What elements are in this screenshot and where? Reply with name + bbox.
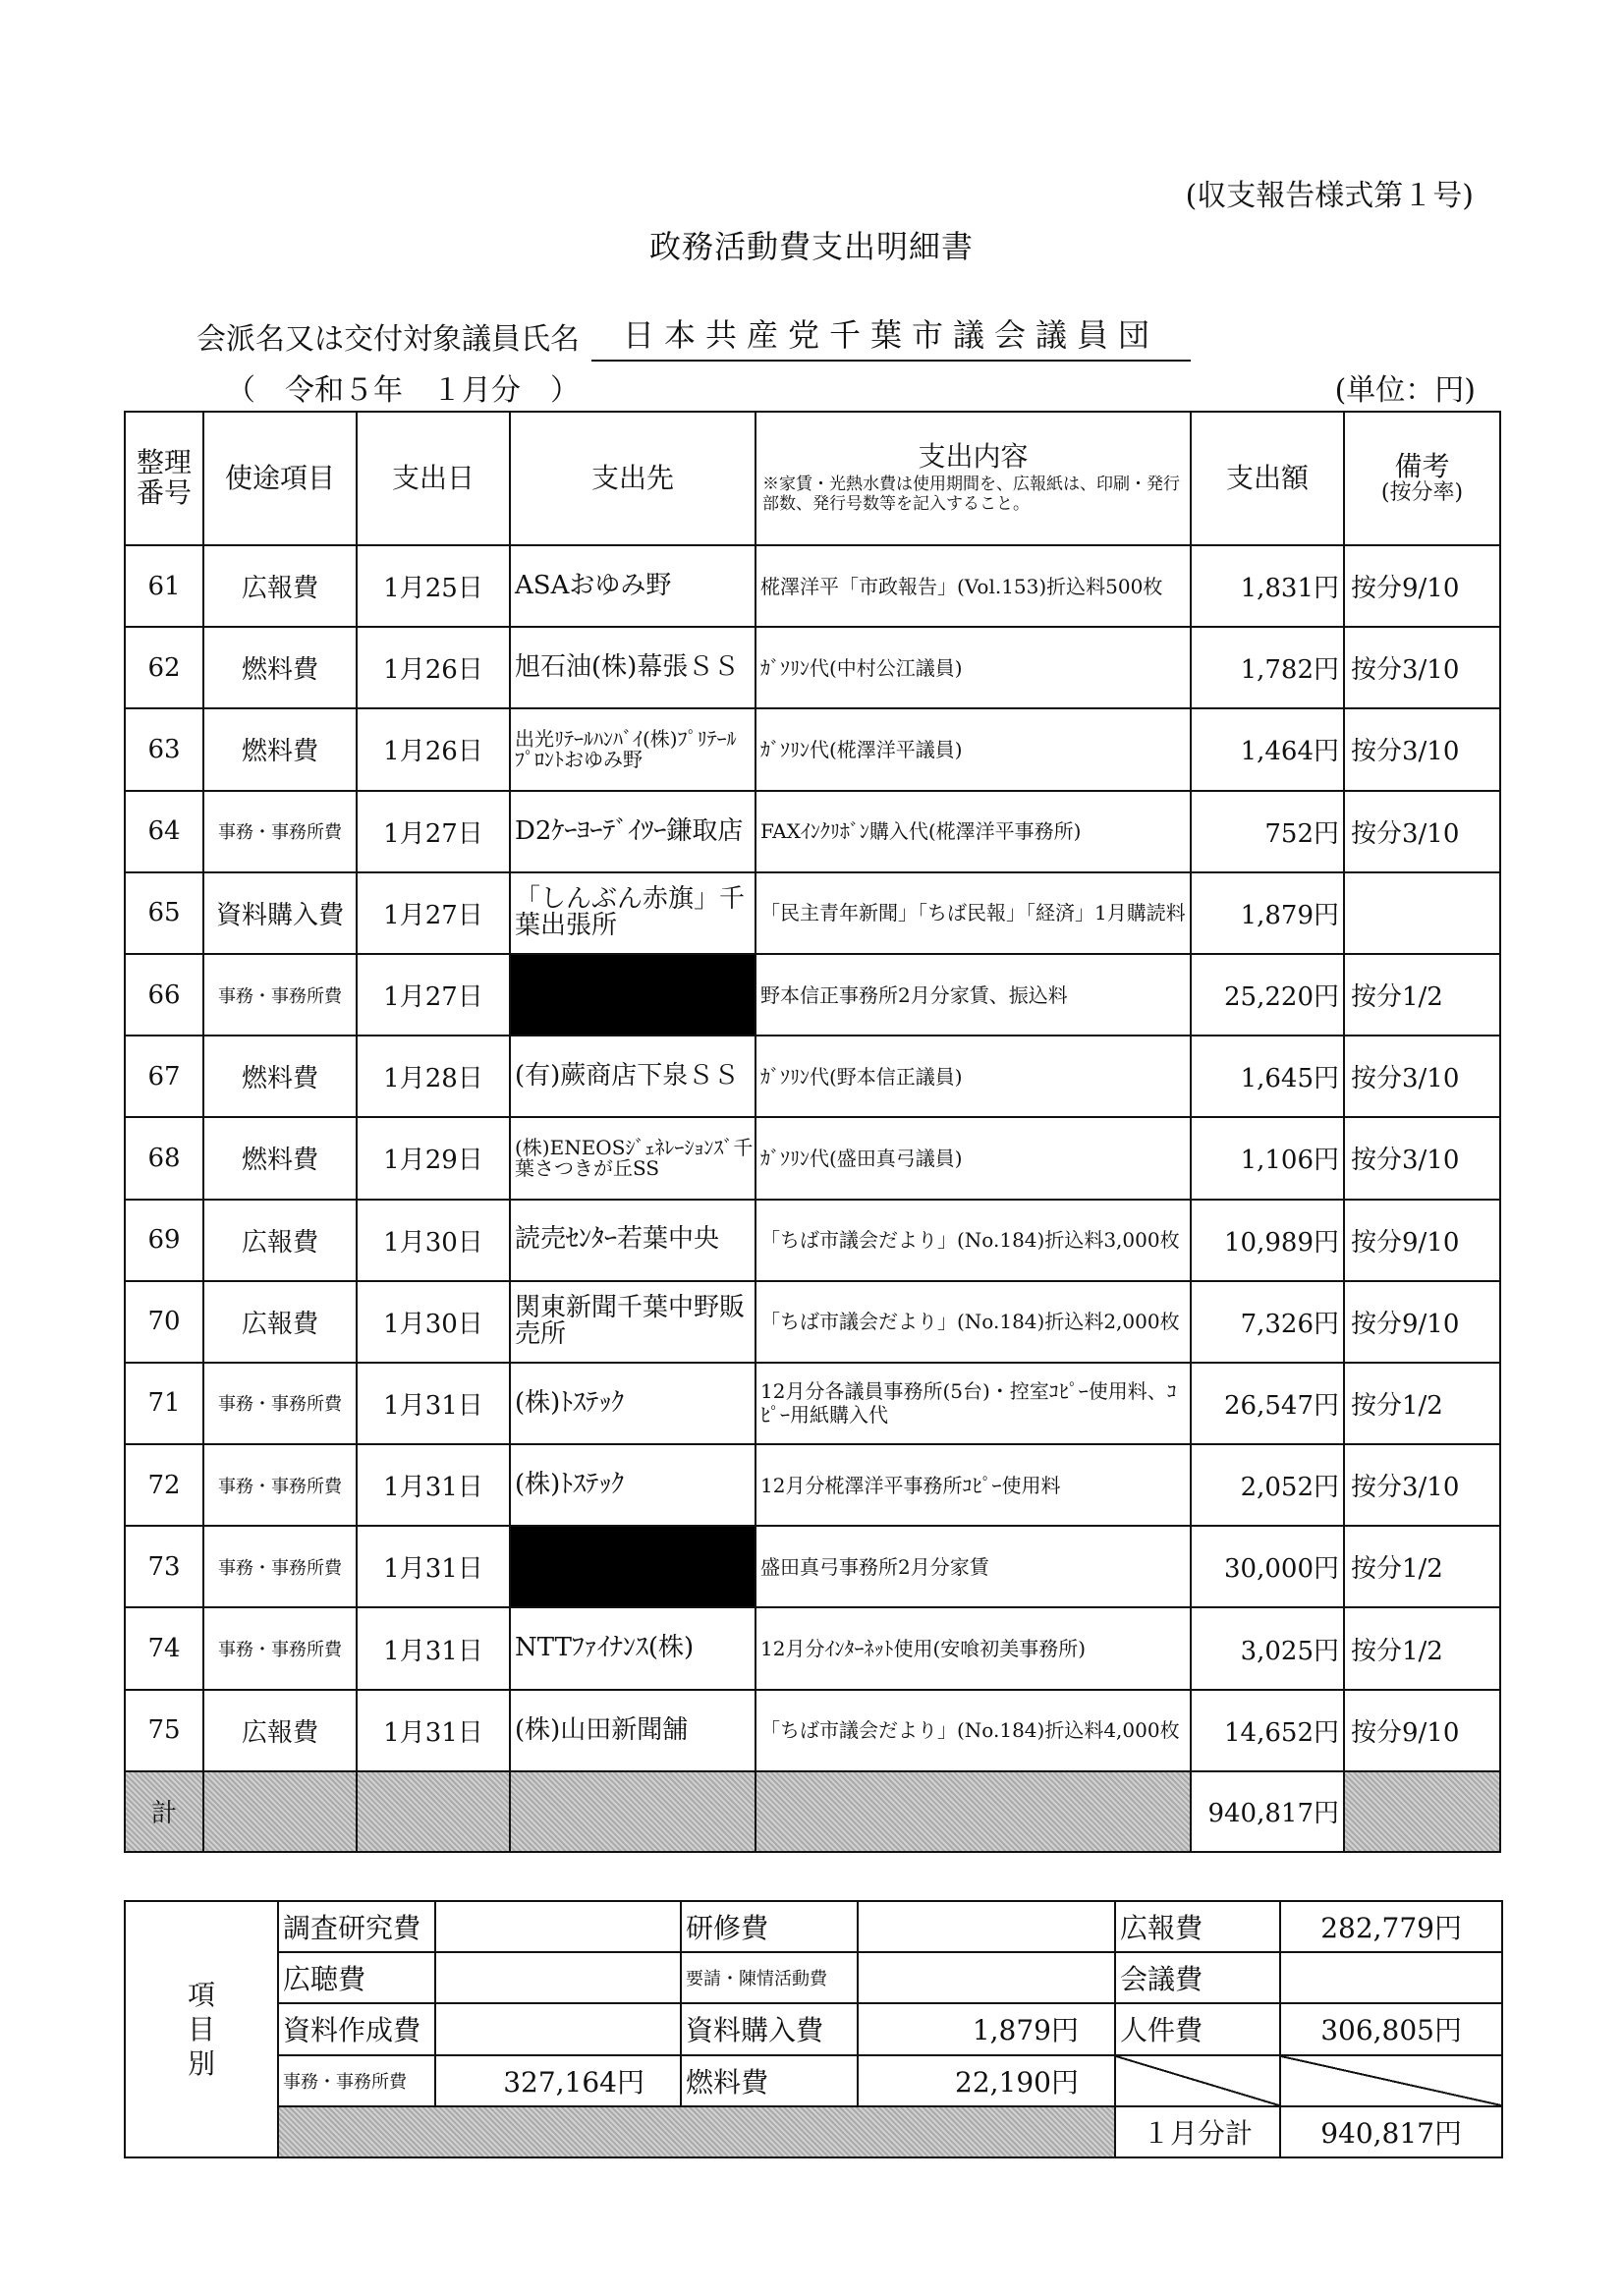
row-payee: 旭石油(株)幕張ＳＳ xyxy=(510,627,756,708)
row-content: 12月分ｲﾝﾀｰﾈｯﾄ使用(安喰初美事務所) xyxy=(756,1607,1191,1689)
period: （ 令和５年 １月分 ） xyxy=(226,373,580,408)
row-payee: D2ｹｰﾖｰﾃﾞｲﾂｰ鎌取店 xyxy=(510,791,756,872)
summary-row xyxy=(125,2003,1502,2054)
row-payee: (株)ﾄｽﾃｯｸ xyxy=(510,1363,756,1444)
row-amount: 1,106円 xyxy=(1191,1117,1344,1199)
row-date: 1月31日 xyxy=(357,1363,510,1444)
row-number: 65 xyxy=(125,872,203,954)
row-date: 1月27日 xyxy=(357,791,510,872)
row-number: 71 xyxy=(125,1363,203,1444)
row-payee: (株)ENEOSｼﾞｪﾈﾚｰｼｮﾝｽﾞ千葉さつきが丘SS xyxy=(510,1117,756,1199)
row-content: 「民主青年新聞」「ちば民報」「経済」1月購読料 xyxy=(756,872,1191,954)
redacted-payee xyxy=(510,954,756,1036)
row-category: 事務・事務所費 xyxy=(203,1363,357,1444)
row-amount: 1,782円 xyxy=(1191,627,1344,708)
research-value xyxy=(435,1901,681,1952)
personnel-value: 306,805円 xyxy=(1280,2003,1502,2054)
row-category: 燃料費 xyxy=(203,1036,357,1117)
col-header-no: 整理番号 xyxy=(125,412,203,545)
row-payee: 「しんぶん赤旗」千葉出張所 xyxy=(510,872,756,954)
row-payee: 関東新聞千葉中野販売所 xyxy=(510,1281,756,1363)
table-row xyxy=(125,1200,1500,1281)
row-amount: 30,000円 xyxy=(1191,1526,1344,1607)
row-category: 事務・事務所費 xyxy=(203,1444,357,1526)
pr-label: 広報費 xyxy=(1115,1901,1280,1952)
month-total-value: 940,817円 xyxy=(1280,2106,1502,2157)
row-date: 1月27日 xyxy=(357,954,510,1036)
shaded-cell xyxy=(278,2106,1115,2157)
row-content: FAXｲﾝｸﾘﾎﾞﾝ購入代(椛澤洋平事務所) xyxy=(756,791,1191,872)
training-value xyxy=(858,1901,1115,1952)
row-content: ｶﾞｿﾘﾝ代(野本信正議員) xyxy=(756,1036,1191,1117)
row-amount: 752円 xyxy=(1191,791,1344,872)
materials-making-value xyxy=(435,2003,681,2054)
row-content: 12月分椛澤洋平事務所ｺﾋﾟｰ使用料 xyxy=(756,1444,1191,1526)
row-number: 74 xyxy=(125,1607,203,1689)
summary-row xyxy=(125,2055,1502,2106)
row-amount: 7,326円 xyxy=(1191,1281,1344,1363)
col-header-category: 使途項目 xyxy=(203,412,357,545)
row-number: 69 xyxy=(125,1200,203,1281)
shaded-cell xyxy=(756,1771,1191,1852)
table-row xyxy=(125,1526,1500,1607)
row-amount: 1,879円 xyxy=(1191,872,1344,954)
row-payee: ASAおゆみ野 xyxy=(510,545,756,627)
row-number: 64 xyxy=(125,791,203,872)
row-remarks: 按分3/10 xyxy=(1344,627,1500,708)
row-content: 12月分各議員事務所(5台)・控室ｺﾋﾟｰ使用料、ｺﾋﾟｰ用紙購入代 xyxy=(756,1363,1191,1444)
row-date: 1月27日 xyxy=(357,872,510,954)
row-remarks: 按分1/2 xyxy=(1344,954,1500,1036)
row-date: 1月26日 xyxy=(357,627,510,708)
form-number: (収支報告様式第１号) xyxy=(1185,179,1474,213)
row-remarks: 按分1/2 xyxy=(1344,1526,1500,1607)
row-number: 75 xyxy=(125,1690,203,1771)
row-amount: 1,645円 xyxy=(1191,1036,1344,1117)
row-remarks: 按分9/10 xyxy=(1344,1200,1500,1281)
row-date: 1月30日 xyxy=(357,1200,510,1281)
row-category: 事務・事務所費 xyxy=(203,1607,357,1689)
col-header-content xyxy=(756,412,1191,545)
row-category: 燃料費 xyxy=(203,708,357,790)
table-row xyxy=(125,954,1500,1036)
row-payee: 出光ﾘﾃｰﾙﾊﾝﾊﾞｲ(株)ﾌﾟﾘﾃｰﾙﾌﾟﾛﾝﾄおゆみ野 xyxy=(510,708,756,790)
row-number: 73 xyxy=(125,1526,203,1607)
col-header-remarks xyxy=(1344,412,1500,545)
petition-label: 要請・陳情活動費 xyxy=(681,1952,858,2003)
row-remarks: 按分9/10 xyxy=(1344,1281,1500,1363)
diagonal-cell xyxy=(1280,2055,1502,2106)
table-row xyxy=(125,1607,1500,1689)
materials-purchase-value: 1,879円 xyxy=(858,2003,1115,2054)
table-row xyxy=(125,1363,1500,1444)
row-category: 広報費 xyxy=(203,1281,357,1363)
total-label: 計 xyxy=(125,1771,203,1852)
row-category: 燃料費 xyxy=(203,627,357,708)
row-amount: 2,052円 xyxy=(1191,1444,1344,1526)
row-category: 資料購入費 xyxy=(203,872,357,954)
row-content: 野本信正事務所2月分家賃、振込料 xyxy=(756,954,1191,1036)
row-number: 72 xyxy=(125,1444,203,1526)
row-remarks: 按分1/2 xyxy=(1344,1363,1500,1444)
row-category: 広報費 xyxy=(203,545,357,627)
remarks-header-label: 備考 xyxy=(1394,449,1450,482)
row-amount: 26,547円 xyxy=(1191,1363,1344,1444)
row-date: 1月29日 xyxy=(357,1117,510,1199)
row-number: 62 xyxy=(125,627,203,708)
table-row xyxy=(125,791,1500,872)
row-remarks xyxy=(1344,872,1500,954)
training-label: 研修費 xyxy=(681,1901,858,1952)
row-number: 70 xyxy=(125,1281,203,1363)
row-date: 1月26日 xyxy=(357,708,510,790)
table-header-row xyxy=(125,412,1500,545)
document-title: 政務活動費支出明細書 xyxy=(648,228,974,265)
summary-row xyxy=(125,1901,1502,1952)
summary-row xyxy=(125,1952,1502,2003)
row-remarks: 按分9/10 xyxy=(1344,1690,1500,1771)
table-row xyxy=(125,708,1500,790)
personnel-label: 人件費 xyxy=(1115,2003,1280,2054)
table-row xyxy=(125,1117,1500,1199)
faction-label: 会派名又は交付対象議員氏名 xyxy=(196,322,580,357)
row-payee: (株)山田新聞舗 xyxy=(510,1690,756,1771)
materials-making-label: 資料作成費 xyxy=(278,2003,435,2054)
row-remarks: 按分3/10 xyxy=(1344,1444,1500,1526)
row-date: 1月25日 xyxy=(357,545,510,627)
row-content: 「ちば市議会だより」(No.184)折込料3,000枚 xyxy=(756,1200,1191,1281)
hearing-value xyxy=(435,1952,681,2003)
petition-value xyxy=(858,1952,1115,2003)
row-content: ｶﾞｿﾘﾝ代(盛田真弓議員) xyxy=(756,1117,1191,1199)
row-number: 61 xyxy=(125,545,203,627)
diagonal-cell xyxy=(1115,2055,1280,2106)
row-number: 66 xyxy=(125,954,203,1036)
research-label: 調査研究費 xyxy=(278,1901,435,1952)
row-category: 事務・事務所費 xyxy=(203,954,357,1036)
table-row xyxy=(125,872,1500,954)
fuel-label: 燃料費 xyxy=(681,2055,858,2106)
hearing-label: 広聴費 xyxy=(278,1952,435,2003)
row-amount: 3,025円 xyxy=(1191,1607,1344,1689)
summary-row xyxy=(125,2106,1502,2157)
shaded-cell xyxy=(1344,1771,1500,1852)
col-header-amount: 支出額 xyxy=(1191,412,1344,545)
row-content: 盛田真弓事務所2月分家賃 xyxy=(756,1526,1191,1607)
summary-table xyxy=(124,1900,1503,2158)
row-date: 1月31日 xyxy=(357,1690,510,1771)
row-category: 広報費 xyxy=(203,1690,357,1771)
row-payee: (株)ﾄｽﾃｯｸ xyxy=(510,1444,756,1526)
row-payee: 読売ｾﾝﾀｰ若葉中央 xyxy=(510,1200,756,1281)
row-amount: 10,989円 xyxy=(1191,1200,1344,1281)
row-amount: 1,464円 xyxy=(1191,708,1344,790)
col-header-date: 支出日 xyxy=(357,412,510,545)
meeting-label: 会議費 xyxy=(1115,1952,1280,2003)
row-content: 椛澤洋平「市政報告」(Vol.153)折込料500枚 xyxy=(756,545,1191,627)
office-value: 327,164円 xyxy=(435,2055,681,2106)
table-row xyxy=(125,627,1500,708)
row-content: ｶﾞｿﾘﾝ代(椛澤洋平議員) xyxy=(756,708,1191,790)
row-date: 1月28日 xyxy=(357,1036,510,1117)
row-date: 1月30日 xyxy=(357,1281,510,1363)
shaded-cell xyxy=(357,1771,510,1852)
row-remarks: 按分3/10 xyxy=(1344,1036,1500,1117)
row-category: 広報費 xyxy=(203,1200,357,1281)
row-amount: 14,652円 xyxy=(1191,1690,1344,1771)
summary-side-label: 項目別 xyxy=(125,1901,278,2157)
row-amount: 25,220円 xyxy=(1191,954,1344,1036)
table-row xyxy=(125,1281,1500,1363)
col-header-payee: 支出先 xyxy=(510,412,756,545)
shaded-cell xyxy=(510,1771,756,1852)
row-remarks: 按分1/2 xyxy=(1344,1607,1500,1689)
table-row xyxy=(125,1036,1500,1117)
table-row xyxy=(125,1444,1500,1526)
row-payee: NTTﾌｧｲﾅﾝｽ(株) xyxy=(510,1607,756,1689)
materials-purchase-label: 資料購入費 xyxy=(681,2003,858,2054)
shaded-cell xyxy=(203,1771,357,1852)
row-number: 68 xyxy=(125,1117,203,1199)
row-date: 1月31日 xyxy=(357,1526,510,1607)
row-payee: (有)蕨商店下泉ＳＳ xyxy=(510,1036,756,1117)
expense-table xyxy=(124,411,1501,1853)
row-category: 事務・事務所費 xyxy=(203,1526,357,1607)
row-content: 「ちば市議会だより」(No.184)折込料2,000枚 xyxy=(756,1281,1191,1363)
row-content: ｶﾞｿﾘﾝ代(中村公江議員) xyxy=(756,627,1191,708)
row-date: 1月31日 xyxy=(357,1607,510,1689)
table-row xyxy=(125,1690,1500,1771)
faction-name: 日本共産党千葉市議会議員団 xyxy=(591,310,1191,362)
row-amount: 1,831円 xyxy=(1191,545,1344,627)
meeting-value xyxy=(1280,1952,1502,2003)
total-row xyxy=(125,1771,1500,1852)
row-content: 「ちば市議会だより」(No.184)折込料4,000枚 xyxy=(756,1690,1191,1771)
row-remarks: 按分3/10 xyxy=(1344,708,1500,790)
pr-value: 282,779円 xyxy=(1280,1901,1502,1952)
row-date: 1月31日 xyxy=(357,1444,510,1526)
row-number: 67 xyxy=(125,1036,203,1117)
month-total-label: １月分計 xyxy=(1115,2106,1280,2157)
table-row xyxy=(125,545,1500,627)
row-remarks: 按分3/10 xyxy=(1344,791,1500,872)
content-header-note: ※家賃・光熱水費は使用期間を、広報紙は、印刷・発行部数、発行号数等を記入すること。 xyxy=(762,475,1180,515)
row-remarks: 按分9/10 xyxy=(1344,545,1500,627)
office-label: 事務・事務所費 xyxy=(278,2055,435,2106)
row-category: 事務・事務所費 xyxy=(203,791,357,872)
row-remarks: 按分3/10 xyxy=(1344,1117,1500,1199)
content-header-label: 支出内容 xyxy=(918,440,1029,474)
remarks-header-sub: (按分率) xyxy=(1380,480,1464,506)
redacted-payee xyxy=(510,1526,756,1607)
row-category: 燃料費 xyxy=(203,1117,357,1199)
fuel-value: 22,190円 xyxy=(858,2055,1115,2106)
unit-label: (単位：円) xyxy=(1334,373,1476,408)
total-amount: 940,817円 xyxy=(1191,1771,1344,1852)
row-number: 63 xyxy=(125,708,203,790)
